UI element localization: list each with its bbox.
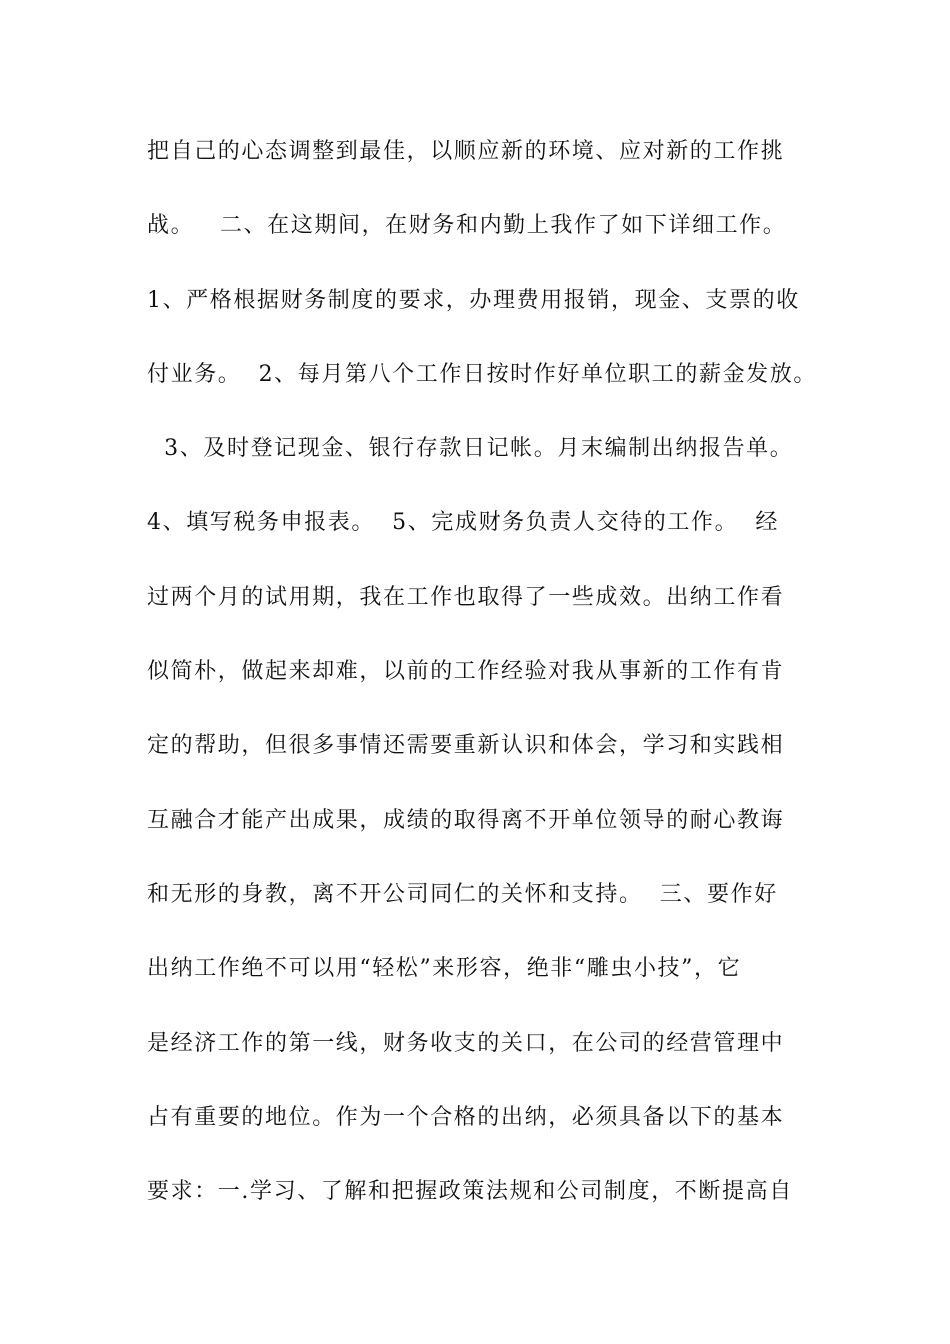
text-line: 3、及时登记现金、银行存款日记帐。月末编制出纳报告单。	[147, 436, 794, 462]
text-line: 4、填写税务申报表。 5、完成财务负责人交待的工作。 经	[147, 510, 779, 536]
body-text	[147, 132, 817, 1246]
text-line: 出纳工作绝不可以用“轻松”来形容，绝非“雕虫小技”，它	[147, 956, 742, 982]
text-line: 和无形的身教，离不开公司同仁的关怀和支持。 三、要作好	[147, 881, 778, 907]
text-line: 似简朴，做起来却难，以前的工作经验对我从事新的工作有肯	[147, 659, 785, 685]
text-line: 战。 二、在这期间，在财务和内勤上我作了如下详细工作。	[147, 213, 787, 239]
text-line: 是经济工作的第一线，财务收支的关口，在公司的经营管理中	[147, 1030, 785, 1056]
text-line: 互融合才能产出成果，成绩的取得离不开单位领导的耐心教诲	[147, 807, 785, 833]
text-line: 要求：一.学习、了解和把握政策法规和公司制度，不断提高自	[147, 1179, 793, 1205]
text-line: 1、严格根据财务制度的要求，办理费用报销，现金、支票的收	[147, 287, 800, 313]
text-line: 付业务。 2、每月第八个工作日按时作好单位职工的薪金发放。	[147, 361, 817, 387]
text-line: 定的帮助，但很多事情还需要重新认识和体会，学习和实践相	[147, 733, 785, 759]
text-line: 过两个月的试用期，我在工作也取得了一些成效。出纳工作看	[147, 584, 785, 610]
text-line: 占有重要的地位。作为一个合格的出纳，必须具备以下的基本	[147, 1104, 785, 1130]
text-line: 把自己的心态调整到最佳，以顺应新的环境、应对新的工作挑	[147, 139, 785, 164]
